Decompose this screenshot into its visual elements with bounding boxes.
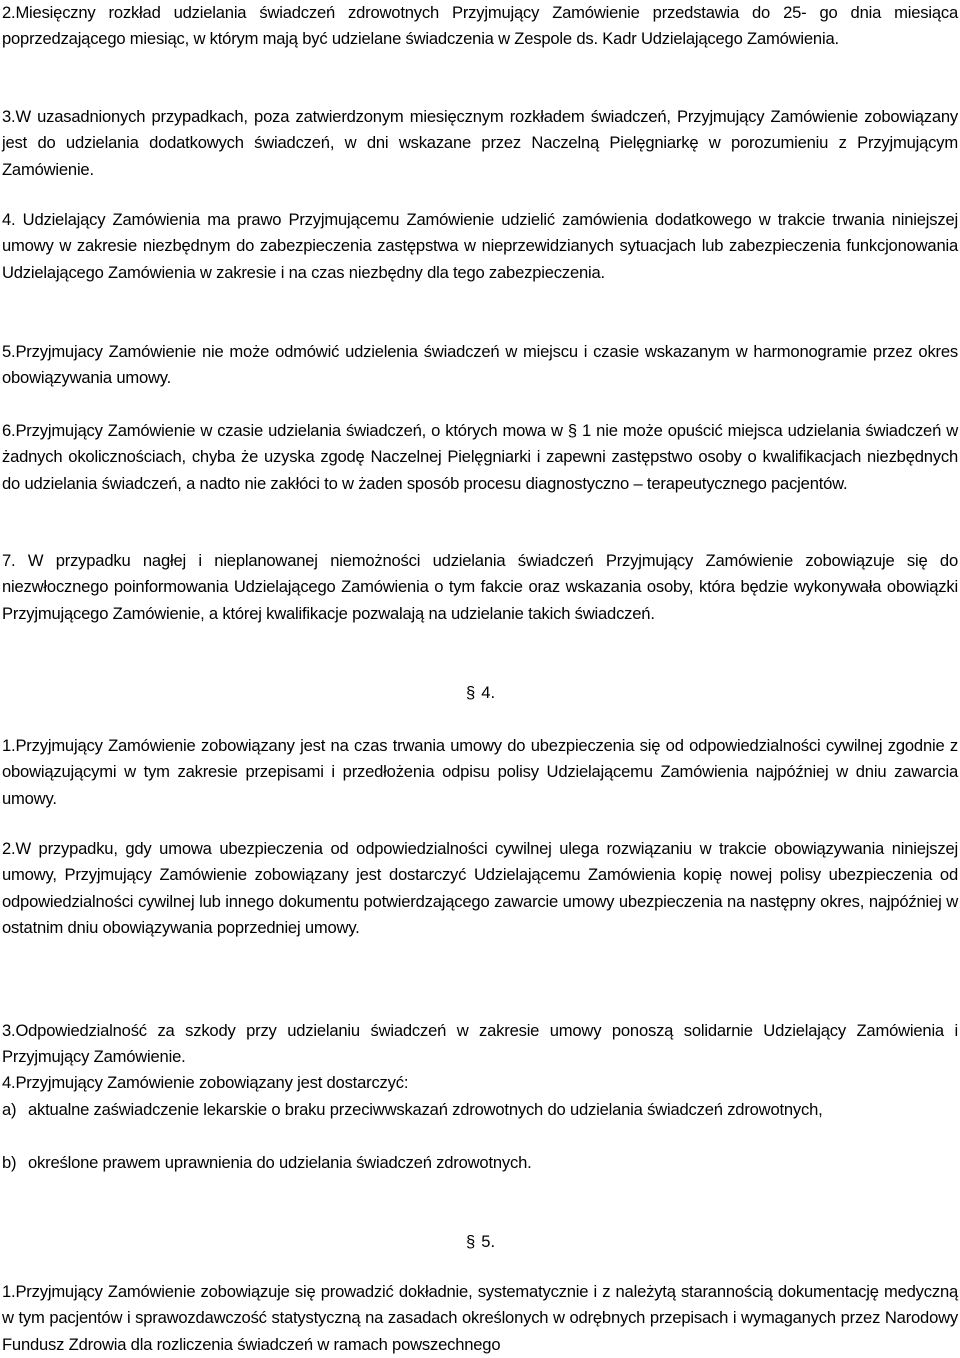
- s4-paragraph-1-insurance: 1.Przyjmujący Zamówienie zobowiązany jest na czas trwania umowy do ubezpieczenia się od odpowiedzialności cywilnej zgodnie z obowiązującymi w tym zakresie przepisami i przedłożenia odpisu polisy Udzielającemu Zamówienia najpóźniej w dniu zawarcia umowy.: [2, 736, 958, 808]
- section-symbol: §: [466, 1232, 476, 1251]
- section-heading-4: [466, 680, 495, 706]
- section-number: 4.: [481, 683, 496, 702]
- section-heading-5: [466, 1229, 495, 1255]
- list-item-label: b): [2, 1153, 17, 1172]
- paragraph-7-sudden-inability: 7. W przypadku nagłej i nieplanowanej niemożności udzielania świadczeń Przyjmujący Zamówienie zobowiązuje się do niezwłocznego poinformowania Udzielającego Zamówienia o tym fakcie oraz wskazania osoby, która będzie wykonywała obowiązki Przyjmującego Zamówienie, a której kwalifikacje pozwalają na udzielanie takich świadczeń.: [2, 551, 958, 623]
- list-item-b: [2, 1150, 958, 1176]
- list-item-text: określone prawem uprawnienia do udzielania świadczeń zdrowotnych.: [28, 1153, 532, 1172]
- section-number: 5.: [481, 1232, 496, 1251]
- list-item-label: a): [2, 1100, 17, 1119]
- s4-paragraph-3-liability: 3.Odpowiedzialność za szkody przy udzielaniu świadczeń w zakresie umowy ponoszą solidarnie Udzielający Zamówienia i Przyjmujący Zamówienie.: [2, 1021, 958, 1067]
- paragraph-6-leaving-place: 6.Przyjmujący Zamówienie w czasie udzielania świadczeń, o których mowa w § 1 nie może opuścić miejsca udzielania świadczeń w żadnych okolicznościach, chyba że uzyska zgodę Naczelnej Pielęgniarki i zapewni zastępstwo osoby o kwalifikacjach niezbędnych do udzielania świadczeń, a nadto nie zakłóci to w żaden sposób procesu diagnostyczno – terapeutycznego pacjentów.: [2, 421, 958, 493]
- section-symbol: §: [466, 683, 476, 702]
- paragraph-2-schedule: 2.Miesięczny rozkład udzielania świadczeń zdrowotnych Przyjmujący Zamówienie przedstawia do 25- go dnia miesiąca poprzedzającego miesiąc, w którym mają być udzielane świadczenia w Zespole ds. Kadr Udzielającego Zamówienia.: [2, 3, 958, 49]
- s4-paragraph-2-policy-copy: 2.W przypadku, gdy umowa ubezpieczenia od odpowiedzialności cywilnej ulega rozwiązaniu w trakcie obowiązywania niniejszej umowy, Przyjmujący Zamówienie zobowiązany jest dostarczyć Udzielającemu Zamówienia kopię nowej polisy ubezpieczenia od odpowiedzialności cywilnej lub innego dokumentu potwierdzającego zawarcie umowy ubezpieczenia na następny okres, najpóźniej w ostatnim dniu obowiązywania poprzedniej umowy.: [2, 839, 958, 938]
- s5-paragraph-1-documentation: 1.Przyjmujący Zamówienie zobowiązuje się prowadzić dokładnie, systematycznie i z należytą starannością dokumentację medyczną w tym pacjentów i sprawozdawczość statystyczną na zasadach określonych w odrębnych przepisach i wymaganych przez Narodowy Fundusz Zdrowia dla rozliczenia świadczeń w ramach powszechnego: [2, 1282, 958, 1354]
- paragraph-3-additional-services: 3.W uzasadnionych przypadkach, poza zatwierdzonym miesięcznym rozkładem świadczeń, Przyjmujący Zamówienie zobowiązany jest do udzielania dodatkowych świadczeń, w dni wskazane przez Naczelną Pielęgniarkę w porozumieniu z Przyjmującym Zamówienie.: [2, 107, 958, 179]
- list-item-a: [2, 1097, 958, 1123]
- list-item-text: aktualne zaświadczenie lekarskie o braku przeciwwskazań zdrowotnych do udzielania świadczeń zdrowotnych,: [28, 1100, 823, 1119]
- s4-paragraph-4-deliver: 4.Przyjmujący Zamówienie zobowiązany jest dostarczyć:: [2, 1073, 409, 1092]
- paragraph-4-additional-order: 4. Udzielający Zamówienia ma prawo Przyjmującemu Zamówienie udzielić zamówienia dodatkowego w trakcie trwania niniejszej umowy w zakresie niezbędnym do zabezpieczenia zastępstwa w nieprzewidzianych sytuacjach lub zabezpieczenia funkcjonowania Udzielającego Zamówienia w zakresie i na czas niezbędny dla tego zabezpieczenia.: [2, 210, 958, 282]
- paragraph-5-no-refusal: 5.Przyjmujacy Zamówienie nie może odmówić udzielenia świadczeń w miejscu i czasie wskazanym w harmonogramie przez okres obowiązywania umowy.: [2, 342, 958, 388]
